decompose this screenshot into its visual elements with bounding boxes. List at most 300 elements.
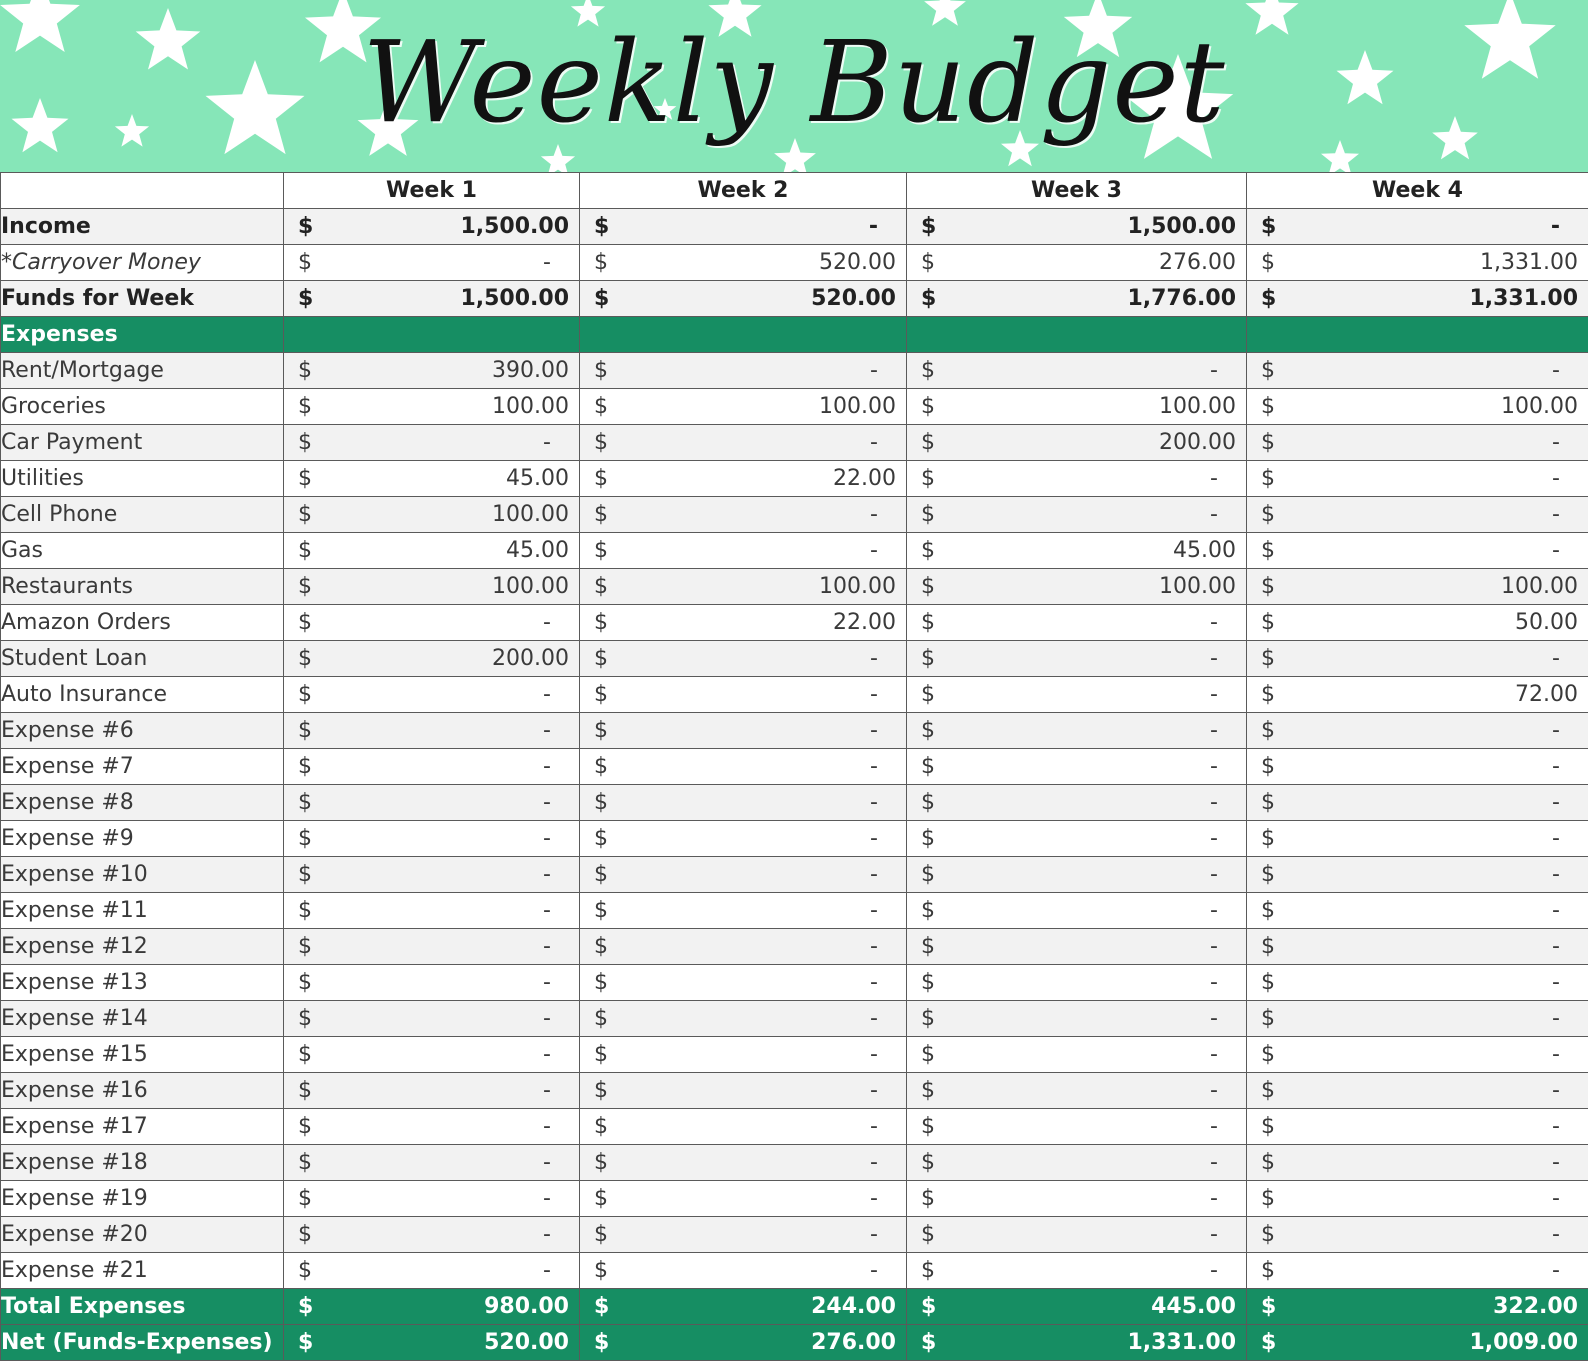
currency-symbol: $ [298, 718, 312, 743]
amount-value: 200.00 [1159, 430, 1236, 455]
amount-value: - [1552, 358, 1560, 383]
row-label[interactable]: Expense #18 [1, 1145, 284, 1181]
currency-symbol: $ [594, 1150, 608, 1175]
amount-cell[interactable] [1247, 1073, 1588, 1109]
amount-value: 45.00 [1173, 538, 1236, 563]
amount-cell[interactable] [580, 1289, 907, 1325]
currency-symbol: $ [921, 1222, 935, 1247]
amount-cell[interactable] [1247, 353, 1588, 389]
amount-cell[interactable] [580, 389, 907, 425]
amount-cell[interactable] [1247, 1037, 1588, 1073]
amount-cell[interactable] [1247, 281, 1588, 317]
currency-symbol: $ [298, 826, 312, 851]
amount-cell[interactable] [284, 677, 580, 713]
amount-cell[interactable] [1247, 677, 1588, 713]
amount-cell[interactable] [1247, 1253, 1588, 1289]
amount-cell[interactable] [1247, 569, 1588, 605]
amount-cell[interactable] [284, 929, 580, 965]
amount-value: - [1210, 1222, 1218, 1247]
amount-cell[interactable] [284, 1001, 580, 1037]
row-label[interactable]: Expense #10 [1, 857, 284, 893]
currency-symbol: $ [921, 790, 935, 815]
amount-cell[interactable] [1247, 857, 1588, 893]
amount-cell[interactable] [1247, 929, 1588, 965]
amount-cell[interactable] [907, 1109, 1247, 1145]
amount-cell[interactable] [580, 677, 907, 713]
currency-symbol: $ [594, 826, 608, 851]
amount-value: - [1210, 862, 1218, 887]
amount-cell[interactable] [1247, 893, 1588, 929]
amount-cell[interactable] [907, 821, 1247, 857]
amount-cell[interactable] [284, 569, 580, 605]
currency-symbol: $ [594, 250, 608, 275]
amount-cell[interactable] [580, 965, 907, 1001]
currency-symbol: $ [1261, 718, 1275, 743]
amount-cell[interactable] [284, 1253, 580, 1289]
amount-value: - [1552, 1258, 1560, 1283]
amount-cell[interactable] [907, 461, 1247, 497]
amount-cell[interactable] [1247, 389, 1588, 425]
currency-symbol: $ [921, 718, 935, 743]
amount-value: - [1552, 898, 1560, 923]
currency-symbol: $ [298, 1042, 312, 1067]
amount-cell[interactable] [1247, 497, 1588, 533]
row-label[interactable]: Auto Insurance [1, 677, 284, 713]
table-row [1, 749, 1588, 785]
amount-cell[interactable] [907, 1181, 1247, 1217]
currency-symbol: $ [298, 214, 314, 239]
currency-symbol: $ [594, 538, 608, 563]
table-row [1, 929, 1588, 965]
currency-symbol: $ [921, 934, 935, 959]
currency-symbol: $ [298, 1114, 312, 1139]
amount-value: 1,500.00 [460, 214, 569, 239]
amount-cell[interactable] [907, 785, 1247, 821]
currency-symbol: $ [921, 646, 935, 671]
currency-symbol: $ [1261, 214, 1277, 239]
amount-cell[interactable] [580, 785, 907, 821]
amount-cell[interactable] [284, 1109, 580, 1145]
amount-cell[interactable] [284, 209, 580, 245]
amount-value: - [1552, 862, 1560, 887]
amount-cell[interactable] [907, 1289, 1247, 1325]
currency-symbol: $ [921, 1186, 935, 1211]
row-label[interactable]: Expense #19 [1, 1181, 284, 1217]
amount-value: - [543, 250, 551, 275]
currency-symbol: $ [1261, 430, 1275, 455]
table-row [1, 209, 1588, 245]
currency-symbol: $ [921, 466, 935, 491]
currency-symbol: $ [1261, 790, 1275, 815]
table-row [1, 893, 1588, 929]
amount-cell[interactable] [284, 785, 580, 821]
section-cell[interactable] [1247, 317, 1588, 353]
amount-cell[interactable] [580, 461, 907, 497]
amount-cell[interactable] [580, 245, 907, 281]
amount-value: - [870, 1078, 878, 1103]
currency-symbol: $ [1261, 1330, 1277, 1355]
table-row [1, 1145, 1588, 1181]
amount-cell[interactable] [284, 461, 580, 497]
amount-cell[interactable] [907, 209, 1247, 245]
row-label[interactable]: Rent/Mortgage [1, 353, 284, 389]
amount-value: - [870, 1150, 878, 1175]
amount-cell[interactable] [1247, 1145, 1588, 1181]
currency-symbol: $ [594, 898, 608, 923]
amount-cell[interactable] [284, 389, 580, 425]
amount-cell[interactable] [580, 1001, 907, 1037]
amount-value: - [1552, 1042, 1560, 1067]
amount-value: - [1552, 754, 1560, 779]
amount-value: - [543, 1186, 551, 1211]
currency-symbol: $ [1261, 250, 1275, 275]
amount-value: - [870, 826, 878, 851]
row-label[interactable]: Restaurants [1, 569, 284, 605]
amount-value: - [1210, 682, 1218, 707]
amount-cell[interactable] [907, 893, 1247, 929]
amount-value: - [1210, 934, 1218, 959]
amount-cell[interactable] [907, 1145, 1247, 1181]
currency-symbol: $ [298, 1186, 312, 1211]
amount-cell[interactable] [580, 1253, 907, 1289]
currency-symbol: $ [298, 1294, 314, 1319]
amount-cell[interactable] [907, 677, 1247, 713]
currency-symbol: $ [594, 610, 608, 635]
row-label[interactable]: Expense #13 [1, 965, 284, 1001]
amount-cell[interactable] [580, 209, 907, 245]
amount-cell[interactable] [580, 569, 907, 605]
currency-symbol: $ [594, 430, 608, 455]
amount-cell[interactable] [907, 281, 1247, 317]
section-cell[interactable] [907, 317, 1247, 353]
currency-symbol: $ [298, 610, 312, 635]
amount-cell[interactable] [907, 857, 1247, 893]
amount-value: 1,331.00 [1469, 286, 1578, 311]
row-label[interactable]: Income [1, 209, 284, 245]
amount-cell[interactable] [1247, 1217, 1588, 1253]
amount-cell[interactable] [284, 497, 580, 533]
row-label[interactable]: Expense #17 [1, 1109, 284, 1145]
amount-cell[interactable] [907, 1073, 1247, 1109]
table-row [1, 1253, 1588, 1289]
amount-cell[interactable] [580, 533, 907, 569]
amount-cell[interactable] [1247, 641, 1588, 677]
row-label[interactable]: Amazon Orders [1, 605, 284, 641]
amount-cell[interactable] [580, 1181, 907, 1217]
amount-cell[interactable] [907, 929, 1247, 965]
row-label[interactable]: Cell Phone [1, 497, 284, 533]
amount-cell[interactable] [580, 641, 907, 677]
currency-symbol: $ [298, 1222, 312, 1247]
amount-value: 50.00 [1515, 610, 1578, 635]
amount-cell[interactable] [907, 1325, 1247, 1361]
amount-value: - [1552, 466, 1560, 491]
row-label[interactable]: Expense #9 [1, 821, 284, 857]
amount-cell[interactable] [580, 1217, 907, 1253]
currency-symbol: $ [1261, 358, 1275, 383]
amount-cell[interactable] [1247, 1181, 1588, 1217]
currency-symbol: $ [921, 898, 935, 923]
amount-value: - [870, 646, 878, 671]
amount-value: - [1552, 430, 1560, 455]
amount-cell[interactable] [284, 1073, 580, 1109]
amount-value: - [870, 502, 878, 527]
currency-symbol: $ [594, 1078, 608, 1103]
currency-symbol: $ [1261, 1294, 1277, 1319]
table-row [1, 857, 1588, 893]
row-label[interactable]: Expense #11 [1, 893, 284, 929]
amount-cell[interactable] [907, 713, 1247, 749]
amount-cell[interactable] [580, 893, 907, 929]
currency-symbol: $ [594, 970, 608, 995]
row-label[interactable]: *Carryover Money [1, 245, 284, 281]
row-label[interactable]: Expense #6 [1, 713, 284, 749]
amount-value: 244.00 [811, 1294, 896, 1319]
amount-cell[interactable] [1247, 605, 1588, 641]
amount-cell[interactable] [1247, 1289, 1588, 1325]
amount-value: - [870, 934, 878, 959]
budget-table [0, 172, 1588, 1361]
amount-value: - [870, 538, 878, 563]
amount-cell[interactable] [284, 893, 580, 929]
currency-symbol: $ [921, 1114, 935, 1139]
amount-cell[interactable] [284, 713, 580, 749]
amount-value: 276.00 [1159, 250, 1236, 275]
amount-cell[interactable] [1247, 209, 1588, 245]
currency-symbol: $ [298, 934, 312, 959]
amount-value: - [543, 718, 551, 743]
currency-symbol: $ [298, 394, 312, 419]
amount-cell[interactable] [1247, 533, 1588, 569]
row-label[interactable]: Net (Funds-Expenses) [1, 1325, 284, 1361]
currency-symbol: $ [921, 862, 935, 887]
row-label[interactable]: Car Payment [1, 425, 284, 461]
amount-cell[interactable] [580, 1037, 907, 1073]
amount-cell[interactable] [580, 713, 907, 749]
amount-cell[interactable] [284, 965, 580, 1001]
amount-cell[interactable] [1247, 821, 1588, 857]
amount-cell[interactable] [1247, 245, 1588, 281]
amount-cell[interactable] [1247, 965, 1588, 1001]
amount-cell[interactable] [1247, 1109, 1588, 1145]
amount-value: - [1552, 646, 1560, 671]
amount-cell[interactable] [907, 533, 1247, 569]
amount-cell[interactable] [907, 1217, 1247, 1253]
amount-value: - [1210, 1042, 1218, 1067]
amount-cell[interactable] [284, 641, 580, 677]
table-row [1, 1181, 1588, 1217]
amount-cell[interactable] [580, 857, 907, 893]
currency-symbol: $ [594, 1006, 608, 1031]
amount-cell[interactable] [580, 821, 907, 857]
currency-symbol: $ [594, 214, 610, 239]
amount-cell[interactable] [1247, 785, 1588, 821]
currency-symbol: $ [594, 754, 608, 779]
amount-cell[interactable] [1247, 713, 1588, 749]
amount-cell[interactable] [284, 1217, 580, 1253]
expenses-section-header [1, 317, 1588, 353]
amount-cell[interactable] [907, 425, 1247, 461]
currency-symbol: $ [594, 1042, 608, 1067]
amount-cell[interactable] [1247, 1325, 1588, 1361]
amount-value: - [543, 1006, 551, 1031]
week-header-3[interactable]: Week 3 [907, 173, 1247, 209]
amount-cell[interactable] [284, 605, 580, 641]
row-label[interactable]: Expense #14 [1, 1001, 284, 1037]
table-row [1, 641, 1588, 677]
amount-cell[interactable] [580, 353, 907, 389]
amount-cell[interactable] [284, 1145, 580, 1181]
amount-value: 100.00 [1159, 394, 1236, 419]
amount-cell[interactable] [907, 245, 1247, 281]
amount-cell[interactable] [907, 497, 1247, 533]
amount-value: - [1552, 970, 1560, 995]
currency-symbol: $ [1261, 1114, 1275, 1139]
currency-symbol: $ [921, 358, 935, 383]
page-title: Weekly Budget [362, 18, 1226, 148]
amount-value: - [543, 1222, 551, 1247]
currency-symbol: $ [1261, 1258, 1275, 1283]
amount-cell[interactable] [284, 1289, 580, 1325]
amount-cell[interactable] [907, 965, 1247, 1001]
currency-symbol: $ [298, 862, 312, 887]
amount-cell[interactable] [580, 749, 907, 785]
row-label[interactable]: Expense #20 [1, 1217, 284, 1253]
table-row [1, 821, 1588, 857]
amount-value: - [1210, 826, 1218, 851]
row-label[interactable]: Expense #15 [1, 1037, 284, 1073]
amount-cell[interactable] [284, 425, 580, 461]
amount-cell[interactable] [907, 569, 1247, 605]
amount-value: - [870, 898, 878, 923]
amount-cell[interactable] [907, 1001, 1247, 1037]
amount-cell[interactable] [580, 1073, 907, 1109]
currency-symbol: $ [298, 754, 312, 779]
amount-cell[interactable] [907, 353, 1247, 389]
table-row [1, 605, 1588, 641]
amount-value: - [870, 1042, 878, 1067]
row-label[interactable]: Expense #12 [1, 929, 284, 965]
row-label[interactable]: Utilities [1, 461, 284, 497]
amount-cell[interactable] [284, 1325, 580, 1361]
amount-cell[interactable] [580, 1325, 907, 1361]
section-cell[interactable] [284, 317, 580, 353]
table-row [1, 1001, 1588, 1037]
currency-symbol: $ [298, 1258, 312, 1283]
row-label[interactable]: Expense #16 [1, 1073, 284, 1109]
currency-symbol: $ [298, 790, 312, 815]
currency-symbol: $ [594, 1222, 608, 1247]
amount-cell[interactable] [284, 749, 580, 785]
currency-symbol: $ [921, 826, 935, 851]
currency-symbol: $ [298, 970, 312, 995]
corner-cell[interactable] [1, 173, 284, 209]
currency-symbol: $ [1261, 1186, 1275, 1211]
amount-value: 520.00 [811, 286, 896, 311]
amount-cell[interactable] [580, 1145, 907, 1181]
amount-value: - [543, 754, 551, 779]
currency-symbol: $ [298, 286, 314, 311]
amount-cell[interactable] [1247, 425, 1588, 461]
amount-cell[interactable] [907, 389, 1247, 425]
row-label[interactable]: Student Loan [1, 641, 284, 677]
row-label[interactable]: Gas [1, 533, 284, 569]
currency-symbol: $ [1261, 502, 1275, 527]
section-label[interactable]: Expenses [1, 317, 284, 353]
amount-cell[interactable] [1247, 1001, 1588, 1037]
section-cell[interactable] [580, 317, 907, 353]
amount-cell[interactable] [284, 281, 580, 317]
currency-symbol: $ [1261, 898, 1275, 923]
row-label[interactable]: Expense #21 [1, 1253, 284, 1289]
amount-cell[interactable] [284, 353, 580, 389]
amount-cell[interactable] [580, 1109, 907, 1145]
currency-symbol: $ [298, 646, 312, 671]
amount-value: - [868, 214, 878, 239]
amount-value: - [543, 862, 551, 887]
amount-cell[interactable] [580, 605, 907, 641]
amount-cell[interactable] [580, 425, 907, 461]
currency-symbol: $ [921, 538, 935, 563]
header-row [1, 173, 1588, 209]
amount-cell[interactable] [284, 533, 580, 569]
currency-symbol: $ [298, 682, 312, 707]
amount-cell[interactable] [1247, 461, 1588, 497]
amount-cell[interactable] [284, 821, 580, 857]
table-row [1, 389, 1588, 425]
week-header-4[interactable]: Week 4 [1247, 173, 1588, 209]
week-header-2[interactable]: Week 2 [580, 173, 907, 209]
row-label[interactable]: Groceries [1, 389, 284, 425]
amount-value: - [1210, 1186, 1218, 1211]
currency-symbol: $ [1261, 466, 1275, 491]
currency-symbol: $ [921, 754, 935, 779]
amount-cell[interactable] [284, 857, 580, 893]
table-row [1, 245, 1588, 281]
amount-cell[interactable] [580, 281, 907, 317]
row-label[interactable]: Funds for Week [1, 281, 284, 317]
amount-cell[interactable] [907, 605, 1247, 641]
amount-value: 100.00 [1501, 394, 1578, 419]
currency-symbol: $ [298, 898, 312, 923]
currency-symbol: $ [921, 250, 935, 275]
currency-symbol: $ [594, 934, 608, 959]
amount-cell[interactable] [907, 749, 1247, 785]
week-header-1[interactable]: Week 1 [284, 173, 580, 209]
currency-symbol: $ [921, 1258, 935, 1283]
row-label[interactable]: Expense #7 [1, 749, 284, 785]
currency-symbol: $ [298, 574, 312, 599]
amount-cell[interactable] [284, 245, 580, 281]
amount-value: - [870, 1006, 878, 1031]
amount-cell[interactable] [284, 1037, 580, 1073]
row-label[interactable]: Total Expenses [1, 1289, 284, 1325]
amount-cell[interactable] [1247, 749, 1588, 785]
table-row [1, 425, 1588, 461]
amount-cell[interactable] [284, 1181, 580, 1217]
amount-value: - [870, 430, 878, 455]
amount-cell[interactable] [907, 1037, 1247, 1073]
amount-cell[interactable] [907, 641, 1247, 677]
amount-cell[interactable] [580, 497, 907, 533]
currency-symbol: $ [1261, 682, 1275, 707]
amount-value: 1,776.00 [1127, 286, 1236, 311]
currency-symbol: $ [594, 1258, 608, 1283]
amount-cell[interactable] [907, 1253, 1247, 1289]
row-label[interactable]: Expense #8 [1, 785, 284, 821]
amount-cell[interactable] [580, 929, 907, 965]
currency-symbol: $ [921, 610, 935, 635]
